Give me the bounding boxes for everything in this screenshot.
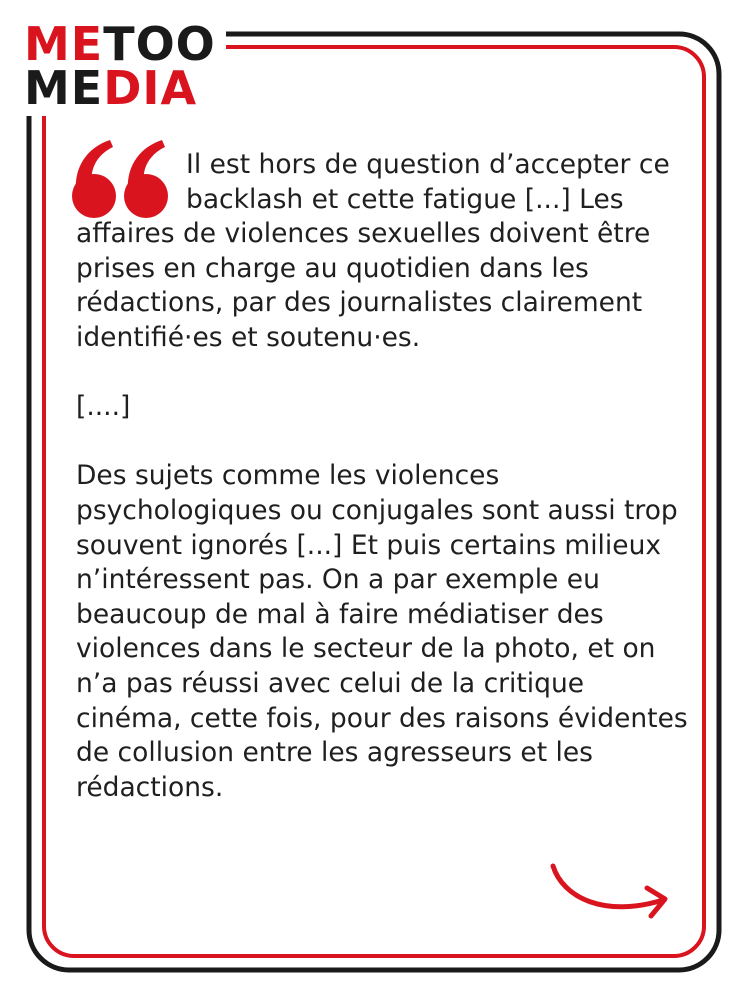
quote-paragraph-1: Il est hors de question d’accepter ce backlash et cette fatigue [...] Les affaires de violences sexuelles doivent être prises en charge au quotidien dans les rédactions, par des journalistes clairement identifié·es et soutenu·es. — [76, 149, 670, 353]
metoo-media-logo — [22, 17, 226, 116]
quote-block — [76, 148, 688, 805]
logo-line-2: MEDIA — [24, 61, 198, 115]
paragraph-gap — [76, 425, 688, 460]
logo-line-1: METOO — [24, 17, 216, 71]
paragraph-gap — [76, 356, 688, 391]
quote-paragraph-2: Des sujets comme les violences psychologiques ou conjugales sont aussi trop souvent ignorés [...] Et puis certains milieux n’intéressent pas. On a par exemple eu beaucoup de mal à faire médiatiser des violences dans le secteur de la photo, et on n’a pas réussi avec celui de la critique cinéma, cette fois, pour des raisons évidentes de collusion entre les agresseurs et les rédactions. — [76, 460, 688, 803]
quote-ellipsis: [....] — [76, 391, 131, 423]
curved-arrow-icon — [545, 858, 675, 928]
quote-indent — [76, 148, 186, 210]
